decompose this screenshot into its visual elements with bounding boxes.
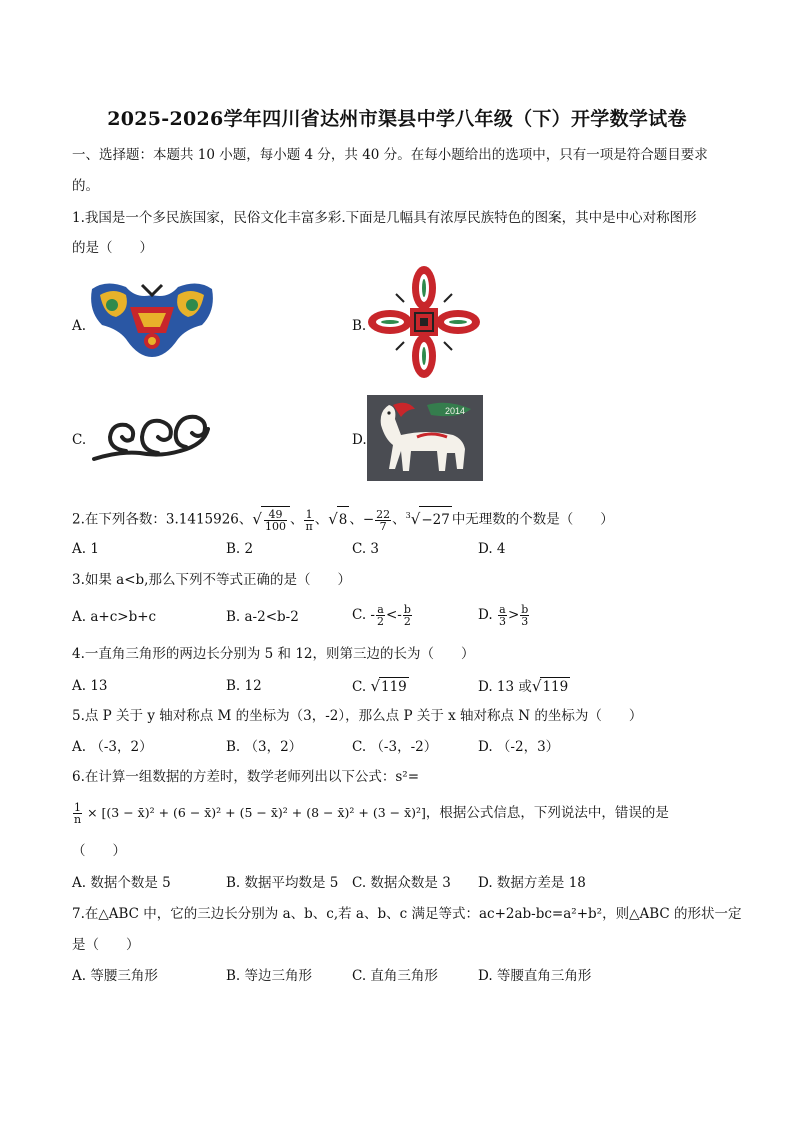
q7-option-d: D. 等腰直角三角形 [478, 968, 592, 984]
q3-option-b: B. a-2<b-2 [226, 609, 299, 625]
q2-sqrt-fraction [261, 506, 290, 533]
q3-optd-b: b [521, 603, 529, 616]
q3-optd-3b: 3 [521, 615, 529, 628]
cube-root-symbol: √ [410, 509, 421, 528]
q4-option-b: B. 12 [226, 678, 262, 694]
q6-line2-suffix: ，根据公式信息，下列说法中，错误的是 [425, 805, 669, 821]
section-instruction-line2: 的。 [72, 178, 99, 194]
q4-stem: 4.一直角三角形的两边长分别为 5 和 12，则第三边的长为（ ） [72, 646, 475, 662]
q5-option-c: C. （-3，-2） [352, 739, 438, 755]
q3-optd-frac-b [520, 604, 529, 627]
q2-prefix: 2.在下列各数：3.1415926、 [72, 511, 253, 528]
q2-frac2-num: 22 [376, 507, 391, 521]
horse-papercut-d-image [367, 395, 483, 481]
q6-frac-den: n [74, 813, 82, 826]
q6-option-a: A. 数据个数是 5 [72, 875, 171, 891]
q3-stem: 3.如果 a<b,那么下列不等式正确的是（ ） [72, 572, 351, 588]
q6-one-over-n [73, 802, 82, 825]
q6-formula-line [72, 798, 669, 828]
q4-optd-prefix: D. 13 或 [478, 679, 532, 695]
q2-stem [72, 503, 614, 533]
q1-stem-line2: 的是（ ） [72, 240, 153, 256]
q5-option-b: B. （3，2） [226, 739, 303, 755]
sqrt-symbol: √ [328, 509, 338, 528]
q1-label-a: A. [72, 318, 87, 334]
q2-option-b: B. 2 [226, 541, 254, 557]
q7-stem-line1: 7.在△ABC 中，它的三边长分别为 a、b、c,若 a、b、c 满足等式：ac+2ab-bc=a²+b²，则△ABC 的形状一定 [72, 906, 742, 922]
q6-option-b: B. 数据平均数是 5 [226, 875, 339, 891]
q3-optc-frac-b [403, 604, 412, 627]
svg-text:2014: 2014 [445, 406, 466, 416]
q3-optd-a: a [499, 603, 506, 616]
sqrt-symbol: √ [252, 509, 262, 528]
q2-frac-one-over-pi [304, 509, 313, 532]
q7-option-b: B. 等边三角形 [226, 968, 313, 984]
q4-optc-prefix: C. [352, 679, 367, 695]
q4-optc-radicand: 119 [381, 679, 407, 695]
sqrt-symbol: √ [531, 677, 542, 695]
q3-optc-2b: 2 [403, 615, 411, 628]
q6-option-d: D. 数据方差是 18 [478, 875, 586, 891]
q3-optd-3a: 3 [498, 615, 506, 628]
q3-optd-prefix: D. [478, 607, 493, 623]
page-title: 2025-2026学年四川省达州市渠县中学八年级（下）开学数学试卷 [107, 108, 687, 130]
section-instruction-line1: 一、选择题：本题共 10 小题，每小题 4 分，共 40 分。在每小题给出的选项中，只有一项是符合题目要求 [72, 147, 708, 163]
cube-index: 3 [405, 511, 411, 520]
q4-option-a: A. 13 [72, 678, 108, 694]
q2-frac2-den: 7 [379, 519, 387, 533]
q1-label-c: C. [72, 432, 87, 448]
q3-optc-2a: 2 [377, 615, 384, 628]
ethnic-pattern-a-image [86, 277, 218, 359]
q2-option-c: C. 3 [352, 541, 380, 557]
q1-stem-line1: 1.我国是一个多民族国家，民俗文化丰富多彩.下面是几幅具有浓厚民族特色的图案，其中是中心对称图形 [72, 210, 697, 226]
q2-frac1-den: π [305, 519, 313, 533]
q3-option-c [352, 600, 413, 630]
q2-sep4: 、 [392, 511, 406, 528]
q2-sqrt-den: 100 [264, 519, 286, 533]
q3-optd-frac-a [498, 604, 507, 627]
q2-frac-22-over-7 [375, 509, 391, 532]
q2-sep1: 、 [289, 511, 304, 528]
q7-option-a: A. 等腰三角形 [72, 968, 158, 984]
q2-sqrt8: 8 [337, 506, 350, 533]
q2-sep3: 、− [349, 511, 375, 528]
q3-option-d [478, 600, 530, 630]
q4-option-d [478, 677, 570, 696]
q3-optc-b: b [403, 603, 411, 616]
q5-stem: 5.点 P 关于 y 轴对称点 M 的坐标为（3，-2），那么点 P 关于 x 轴对称点 N 的坐标为（ ） [72, 708, 643, 724]
q2-sep2: 、 [314, 511, 329, 528]
q3-optc-a: a [377, 603, 384, 616]
q3-option-a: A. a+c>b+c [72, 609, 157, 625]
sqrt-symbol: √ [370, 677, 380, 695]
q3-optc-mid: <- [386, 607, 402, 623]
q2-option-d: D. 4 [478, 541, 506, 557]
q4-option-c [352, 677, 409, 696]
q3-optc-frac-a [376, 604, 385, 627]
q2-frac1-num: 1 [305, 507, 313, 521]
q3-optc-prefix: C. - [352, 607, 375, 623]
q6-stem-line3: （ ） [72, 843, 126, 859]
q5-option-d: D. （-2，3） [478, 739, 560, 755]
q2-sqrt-num: 49 [264, 509, 287, 521]
q5-option-a: A. （-3，2） [72, 739, 153, 755]
q7-option-c: C. 直角三角形 [352, 968, 438, 984]
q1-label-d: D. [352, 432, 367, 448]
q2-cuberoot: −27 [419, 506, 452, 533]
q3-optd-mid: > [507, 607, 520, 623]
q6-frac-num: 1 [74, 801, 82, 814]
q2-suffix: 中无理数的个数是（ ） [451, 511, 614, 528]
ethnic-pattern-b-image [368, 266, 480, 378]
q6-stem-line1: 6.在计算一组数据的方差时，数学老师列出以下公式：s²= [72, 769, 420, 785]
q2-option-a: A. 1 [72, 541, 99, 557]
q4-optd-radicand: 119 [542, 679, 569, 695]
q6-option-c: C. 数据众数是 3 [352, 875, 451, 891]
q7-stem-line2: 是（ ） [72, 937, 140, 953]
auspicious-cloud-c-image [90, 407, 214, 465]
q6-formula: × [(3 − x̄)² + (6 − x̄)² + (5 − x̄)² + (8 − x̄)² + (3 − x̄)²] [87, 805, 426, 820]
q1-label-b: B. [352, 318, 367, 334]
